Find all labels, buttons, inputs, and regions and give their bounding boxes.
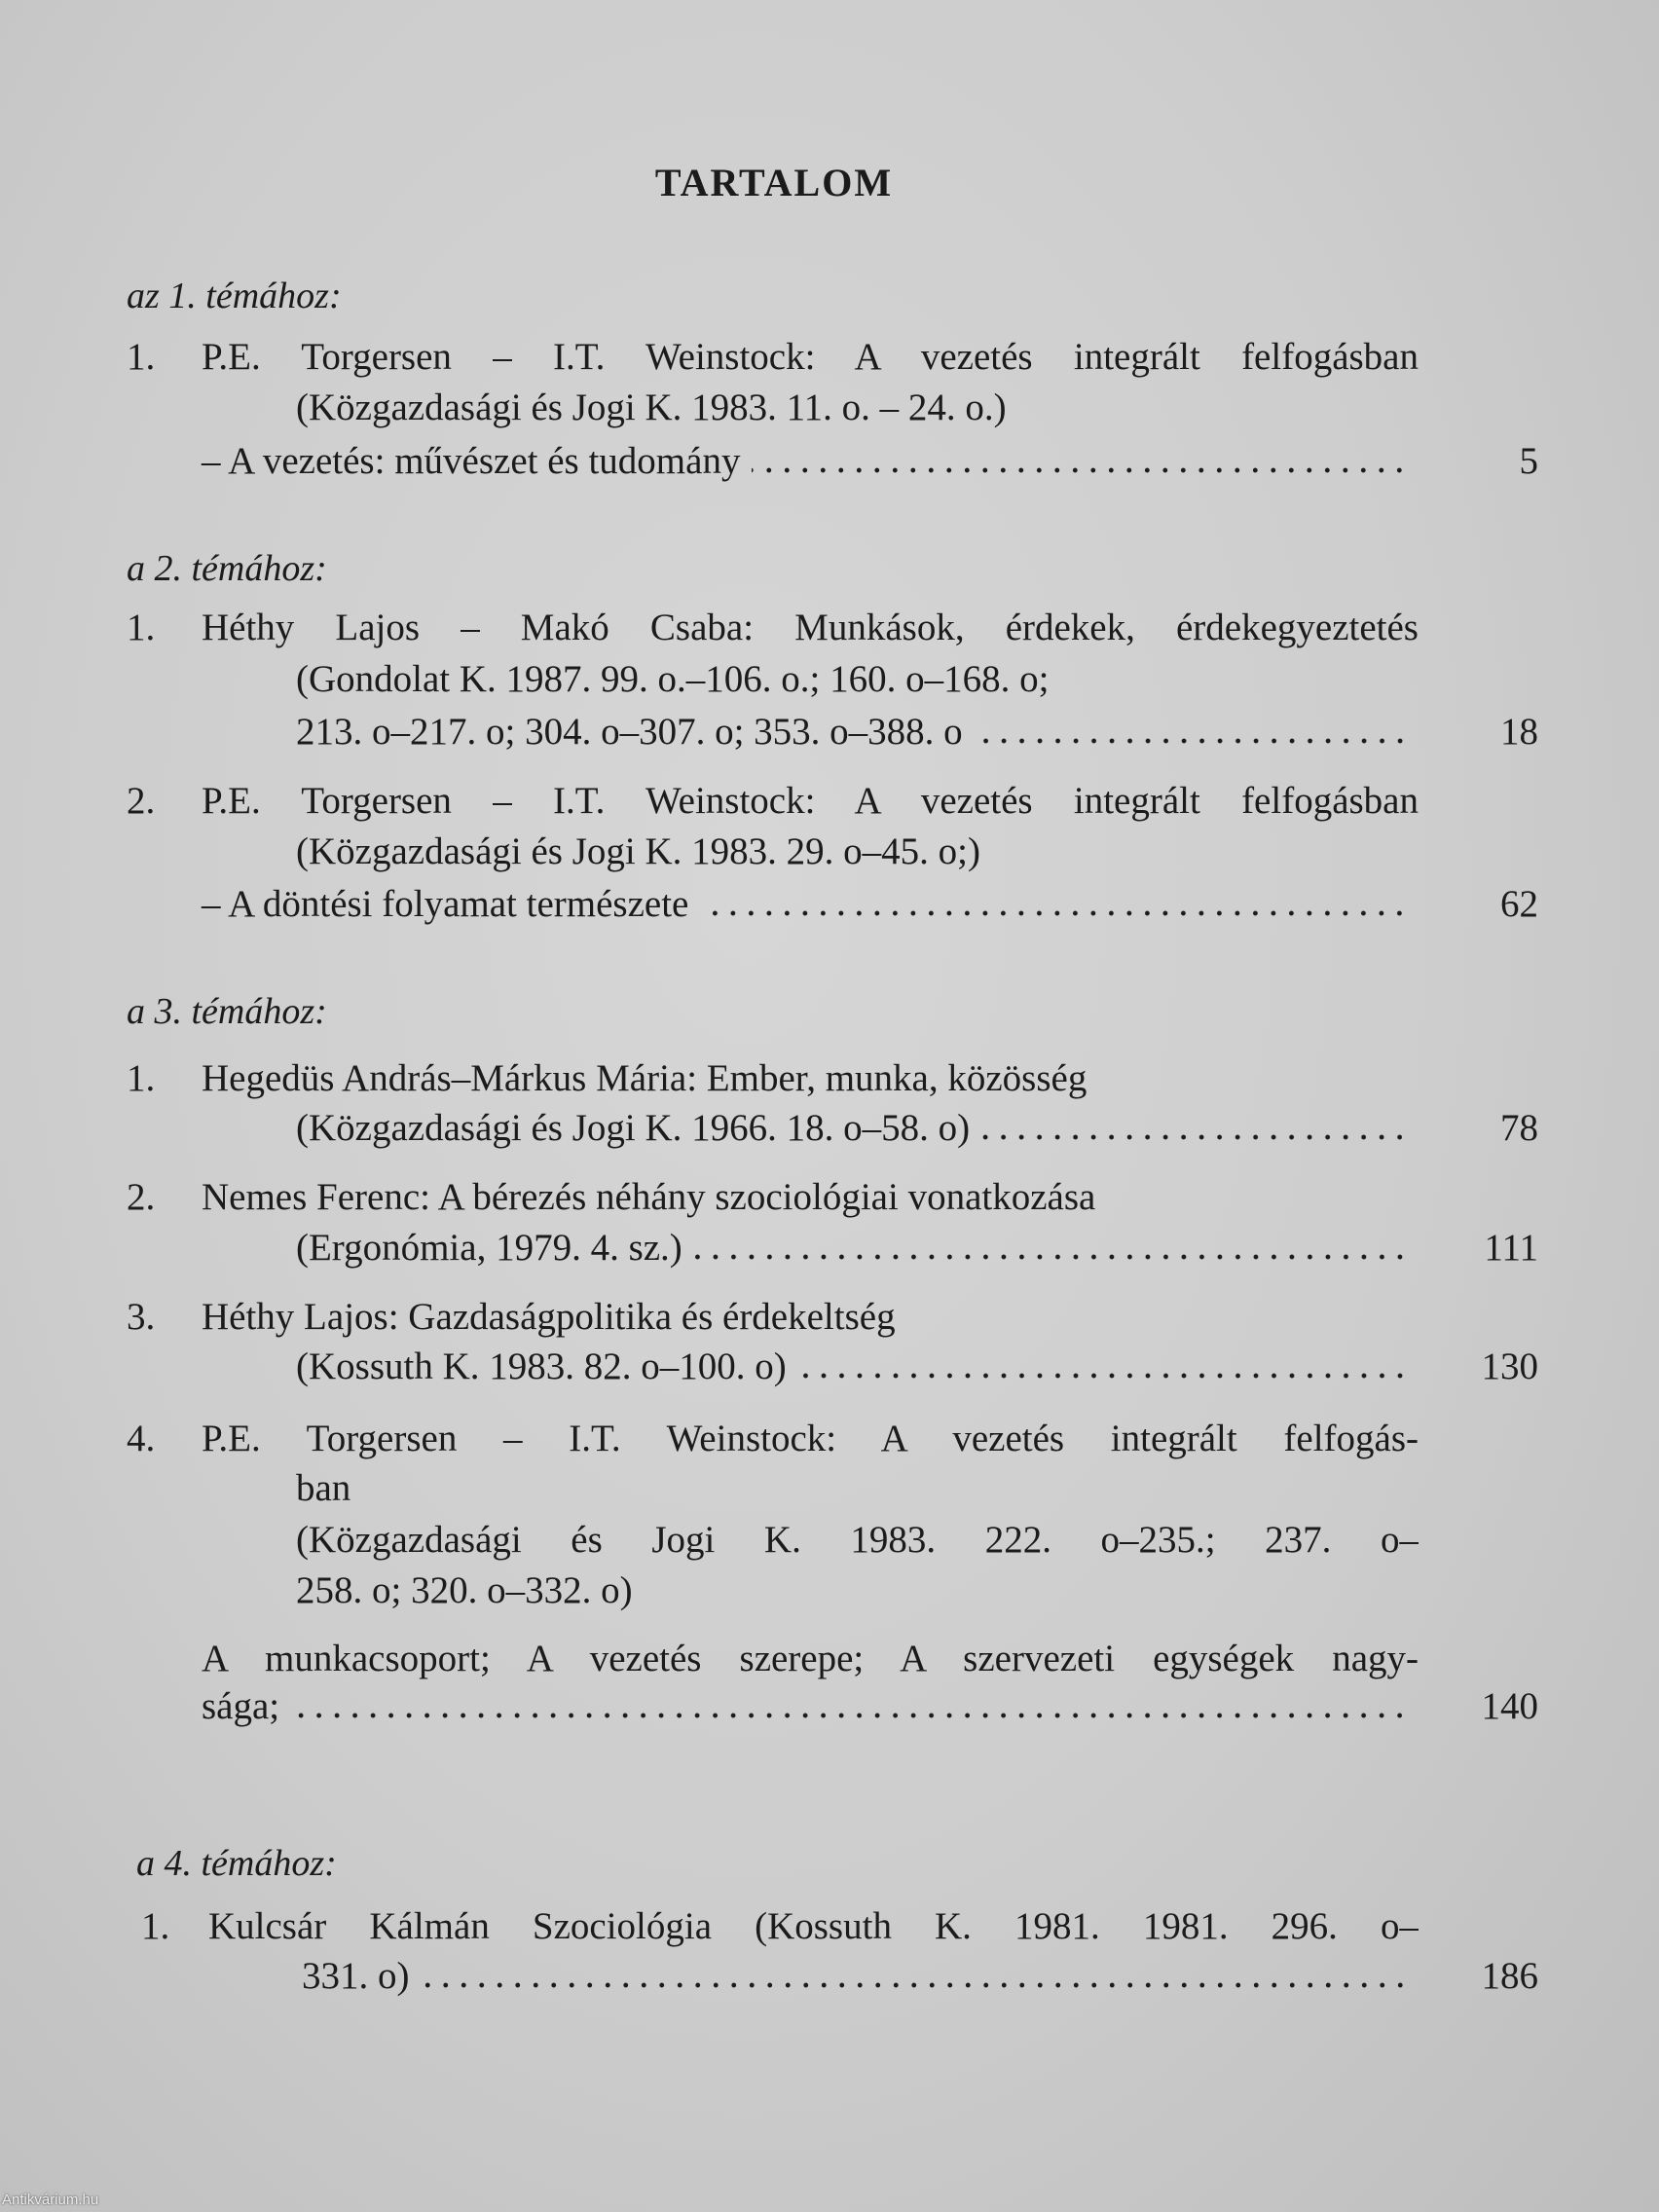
page-number: 111 xyxy=(1484,1227,1538,1269)
entry-line: – A vezetés: művészet és tudomány xyxy=(202,440,741,482)
section-heading: az 1. témához: xyxy=(127,276,342,316)
entry-line: (Közgazdasági és Jogi K. 1966. 18. o–58. o) xyxy=(296,1107,971,1149)
entry-line: (Gondolat K. 1987. 99. o.–106. o.; 160. o–168. o; xyxy=(296,658,1050,700)
entry-line: (Ergonómia, 1979. 4. sz.) xyxy=(296,1227,682,1269)
entry-number: 1. xyxy=(127,336,156,378)
leader-dots xyxy=(752,467,1409,473)
entry-number: 2. xyxy=(127,1176,156,1218)
toc-entry-leader[interactable] xyxy=(202,883,1419,926)
section-heading: a 4. témához: xyxy=(136,1843,337,1884)
entry-line: P.E. Torgersen – I.T. Weinstock: A vezetés integrált felfogásban xyxy=(202,780,1419,822)
entry-line: Kulcsár Kálmán Szociológia (Kossuth K. 1981. 1981. 296. o– xyxy=(208,1905,1419,1947)
entry-line: 213. o–217. o; 304. o–307. o; 353. o–388. o xyxy=(296,711,963,753)
entry-line: 331. o) xyxy=(302,1955,410,1997)
entry-line: (Közgazdasági és Jogi K. 1983. 11. o. – 24. o.) xyxy=(296,387,1007,428)
entry-line: (Közgazdasági és Jogi K. 1983. 222. o–235.; 237. o– xyxy=(296,1519,1419,1561)
leader-dots xyxy=(975,738,1409,744)
entry-line: (Kossuth K. 1983. 82. o–100. o) xyxy=(296,1346,787,1387)
entry-line: sága; xyxy=(202,1685,280,1727)
entry-line: ban xyxy=(296,1467,351,1509)
leader-dots xyxy=(981,1134,1409,1140)
leader-dots xyxy=(422,1982,1410,1988)
entry-line: 258. o; 320. o–332. o) xyxy=(296,1569,633,1611)
entry-number: 2. xyxy=(127,780,156,822)
toc-entry-leader[interactable] xyxy=(202,1685,1419,1728)
watermark-logo: Antikvárium.hu xyxy=(2,2192,99,2208)
entry-number: 4. xyxy=(127,1418,156,1459)
entry-number: 1. xyxy=(127,1057,156,1099)
entry-line: Nemes Ferenc: A bérezés néhány szociológiai vonatkozása xyxy=(202,1176,1096,1218)
entry-line: P.E. Torgersen – I.T. Weinstock: A vezetés integrált felfogás- xyxy=(202,1418,1419,1459)
entry-line: A munkacsoport; A vezetés szerepe; A szervezeti egységek nagy- xyxy=(202,1638,1419,1679)
leader-dots xyxy=(700,910,1409,916)
entry-line: (Közgazdasági és Jogi K. 1983. 29. o–45. o;) xyxy=(296,830,980,872)
page-title: TARTALOM xyxy=(654,161,894,204)
toc-entry-leader[interactable] xyxy=(296,1107,1419,1150)
page-number: 62 xyxy=(1500,883,1538,925)
toc-entry-leader[interactable] xyxy=(296,1346,1419,1388)
leader-dots xyxy=(798,1373,1409,1379)
toc-entry-leader[interactable] xyxy=(202,440,1419,483)
page-number: 140 xyxy=(1481,1685,1538,1727)
entry-line: P.E. Torgersen – I.T. Weinstock: A vezetés integrált felfogásban xyxy=(202,336,1419,378)
entry-number: 1. xyxy=(127,607,156,648)
entry-number: 3. xyxy=(127,1296,156,1338)
leader-dots xyxy=(694,1254,1409,1260)
entry-number: 1. xyxy=(141,1905,170,1947)
entry-line: Hegedüs András–Márkus Mária: Ember, munka, közösség xyxy=(202,1057,1088,1099)
page-number: 18 xyxy=(1500,711,1538,753)
entry-line: – A döntési folyamat természete xyxy=(202,883,689,925)
toc-entry-leader[interactable] xyxy=(296,711,1419,754)
leader-dots xyxy=(291,1713,1409,1718)
page-number: 5 xyxy=(1519,440,1538,482)
page-number: 186 xyxy=(1481,1955,1538,1997)
entry-line: Héthy Lajos: Gazdaságpolitika és érdekeltség xyxy=(202,1296,896,1338)
toc-entry-leader[interactable] xyxy=(302,1955,1419,1998)
toc-entry-leader[interactable] xyxy=(296,1227,1419,1270)
page-number: 130 xyxy=(1481,1346,1538,1387)
section-heading: a 3. témához: xyxy=(127,991,327,1032)
page-number: 78 xyxy=(1500,1107,1538,1149)
entry-line: Héthy Lajos – Makó Csaba: Munkások, érdekek, érdekegyeztetés xyxy=(202,607,1419,648)
section-heading: a 2. témához: xyxy=(127,548,327,589)
